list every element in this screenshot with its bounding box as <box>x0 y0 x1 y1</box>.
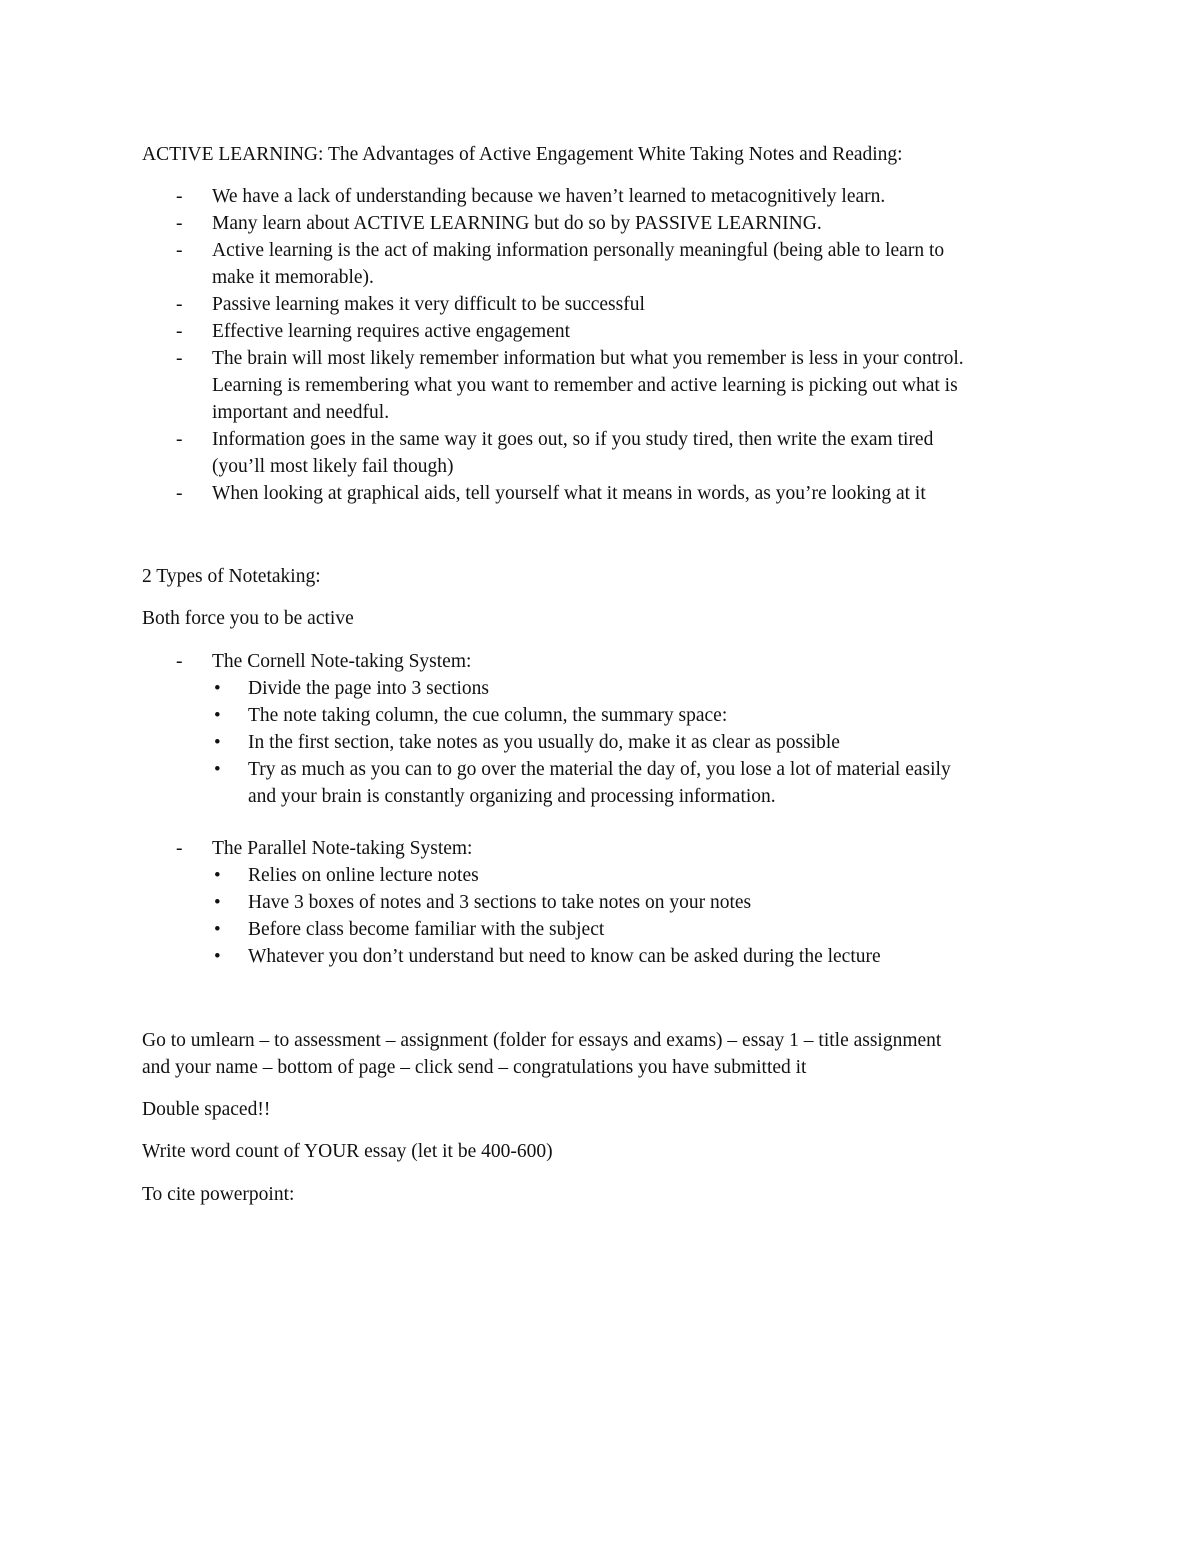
list-item-line: Effective learning requires active engagement <box>212 321 571 342</box>
list-item-line: Before class become familiar with the subject <box>248 919 605 940</box>
list-item <box>212 916 1062 943</box>
submission-instructions <box>142 1027 1042 1081</box>
list-item-line: Passive learning makes it very difficult to be successful <box>212 294 645 315</box>
list-item-line: Learning is remembering what you want to remember and active learning is picking out what is <box>212 375 958 396</box>
double-spaced-note: Double spaced!! <box>142 1099 271 1120</box>
list-item-line: important and needful. <box>212 402 390 423</box>
list-item-line: make it memorable). <box>212 267 374 288</box>
cornell-section <box>142 648 1062 810</box>
parallel-title: The Parallel Note-taking System: <box>212 838 473 859</box>
list-item-line: Divide the page into 3 sections <box>248 678 489 699</box>
list-item-line: Whatever you don’t understand but need to know can be asked during the lecture <box>248 946 881 967</box>
list-item-line: Try as much as you can to go over the material the day of, you lose a lot of material easily <box>248 759 951 780</box>
bullet-marker: • <box>214 678 221 699</box>
list-item-line: Many learn about ACTIVE LEARNING but do so by PASSIVE LEARNING. <box>212 213 822 234</box>
cornell-bullet-list <box>212 675 1062 810</box>
list-item <box>212 702 1062 729</box>
word-count-note: Write word count of YOUR essay (let it be 400-600) <box>142 1141 553 1162</box>
cite-note: To cite powerpoint: <box>142 1184 295 1205</box>
list-item <box>142 835 1062 970</box>
list-item-line: Have 3 boxes of notes and 3 sections to take notes on your notes <box>248 892 752 913</box>
submission-line: Go to umlearn – to assessment – assignment (folder for essays and exams) – essay 1 – title assignment <box>142 1030 942 1051</box>
submission-line: and your name – bottom of page – click send – congratulations you have submitted it <box>142 1057 807 1078</box>
list-item <box>142 345 1062 426</box>
list-item-line: The note taking column, the cue column, the summary space: <box>248 705 728 726</box>
list-item-line: Active learning is the act of making information personally meaningful (being able to learn to <box>212 240 945 261</box>
dash-marker: - <box>176 240 183 261</box>
list-item <box>142 291 1062 318</box>
bullet-marker: • <box>214 919 221 940</box>
list-item-line: In the first section, take notes as you usually do, make it as clear as possible <box>248 732 840 753</box>
list-item <box>142 318 1062 345</box>
list-item <box>212 756 1062 810</box>
list-item-line: Relies on online lecture notes <box>248 865 479 886</box>
dash-marker: - <box>176 483 183 504</box>
list-item-line: (you’ll most likely fail though) <box>212 456 454 477</box>
bullet-marker: • <box>214 946 221 967</box>
dash-marker: - <box>176 838 183 859</box>
list-item-line: Information goes in the same way it goes out, so if you study tired, then write the exam tired <box>212 429 934 450</box>
cornell-title: The Cornell Note-taking System: <box>212 651 472 672</box>
list-item-line: The brain will most likely remember information but what you remember is less in your control. <box>212 348 964 369</box>
list-item <box>142 426 1062 480</box>
list-item <box>212 889 1062 916</box>
list-item <box>142 480 1062 507</box>
bullet-marker: • <box>214 865 221 886</box>
bullet-marker: • <box>214 892 221 913</box>
list-item <box>142 210 1062 237</box>
bullet-marker: • <box>214 759 221 780</box>
notetaking-intro: Both force you to be active <box>142 608 354 629</box>
document-heading: ACTIVE LEARNING: The Advantages of Active Engagement White Taking Notes and Reading: <box>142 144 903 165</box>
list-item-line: When looking at graphical aids, tell yourself what it means in words, as you’re looking at it <box>212 483 926 504</box>
dash-marker: - <box>176 186 183 207</box>
parallel-section <box>142 835 1062 970</box>
parallel-bullet-list <box>212 862 1062 970</box>
list-item <box>142 237 1062 291</box>
list-item <box>142 183 1062 210</box>
list-item <box>212 943 1062 970</box>
bullet-marker: • <box>214 732 221 753</box>
active-learning-list <box>142 183 1062 507</box>
dash-marker: - <box>176 429 183 450</box>
dash-marker: - <box>176 651 183 672</box>
list-item <box>212 862 1062 889</box>
dash-marker: - <box>176 321 183 342</box>
notetaking-title: 2 Types of Notetaking: <box>142 566 321 587</box>
dash-marker: - <box>176 294 183 315</box>
dash-marker: - <box>176 213 183 234</box>
bullet-marker: • <box>214 705 221 726</box>
list-item-line: and your brain is constantly organizing and processing information. <box>248 786 776 807</box>
list-item <box>212 729 1062 756</box>
dash-marker: - <box>176 348 183 369</box>
list-item <box>212 675 1062 702</box>
list-item <box>142 648 1062 810</box>
list-item-line: We have a lack of understanding because we haven’t learned to metacognitively learn. <box>212 186 886 207</box>
